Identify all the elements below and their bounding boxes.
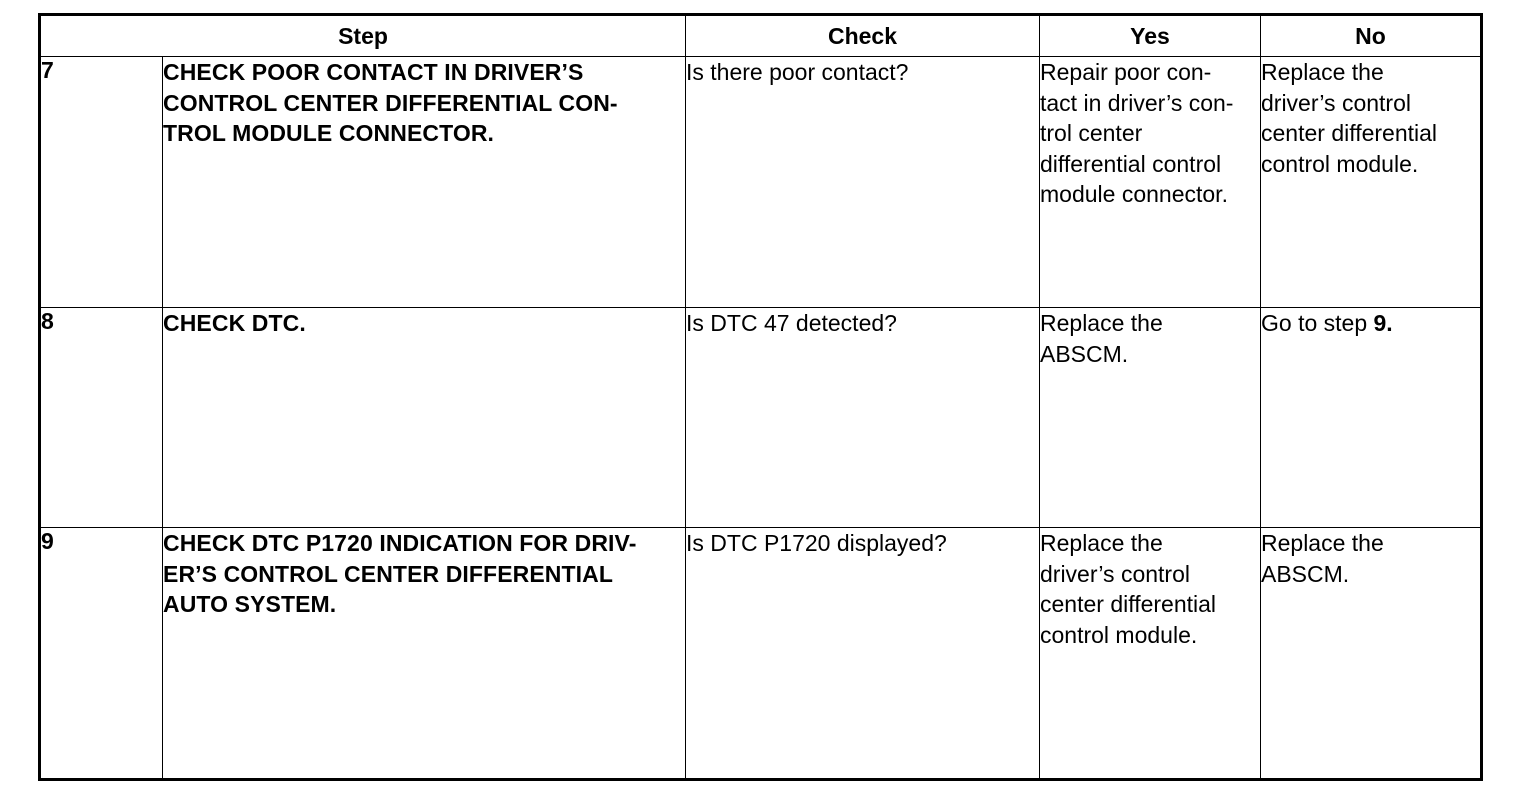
yes-cell	[1040, 57, 1261, 308]
step-reference: 9.	[1373, 310, 1393, 336]
desc-line: ER’S CONTROL CENTER DIFFERENTIAL	[163, 560, 614, 587]
table-row	[40, 528, 1482, 780]
check-line: Is DTC P1720 displayed?	[686, 530, 947, 556]
no-line: ABSCM.	[1261, 560, 1350, 587]
check-cell	[686, 308, 1040, 528]
header-row	[40, 15, 1482, 57]
yes-line: trol center	[1040, 120, 1143, 146]
no-cell	[1261, 528, 1482, 780]
step-number: 7	[40, 57, 163, 308]
no-line: Replace the	[1261, 530, 1384, 556]
check-cell	[686, 528, 1040, 780]
step-description	[163, 308, 686, 528]
step-description	[163, 57, 686, 308]
yes-line: Replace the	[1040, 310, 1163, 336]
header-yes: Yes	[1040, 15, 1261, 57]
desc-line: CHECK DTC.	[163, 310, 306, 336]
yes-line: Replace the	[1040, 530, 1163, 556]
yes-cell	[1040, 308, 1261, 528]
yes-line: tact in driver’s con-	[1040, 89, 1234, 116]
no-line: driver’s control	[1261, 89, 1411, 116]
step-number: 9	[40, 528, 163, 780]
yes-line: driver’s control	[1040, 560, 1190, 587]
yes-line: Repair poor con-	[1040, 59, 1212, 85]
go-to-step-text: Go to step	[1261, 310, 1374, 336]
desc-line: CONTROL CENTER DIFFERENTIAL CON-	[163, 89, 618, 116]
desc-line: TROL MODULE CONNECTOR.	[163, 120, 495, 146]
header-step: Step	[40, 15, 686, 57]
yes-cell	[1040, 528, 1261, 780]
no-line: Replace the	[1261, 59, 1384, 85]
desc-line: AUTO SYSTEM.	[163, 591, 337, 617]
no-line: control module.	[1261, 150, 1419, 177]
check-cell	[686, 57, 1040, 308]
desc-line: CHECK DTC P1720 INDICATION FOR DRIV-	[163, 530, 637, 556]
yes-line: center differential	[1040, 591, 1217, 617]
header-check: Check	[686, 15, 1040, 57]
step-number: 8	[40, 308, 163, 528]
table-row	[40, 57, 1482, 308]
yes-line: module connector.	[1040, 181, 1228, 207]
no-cell	[1261, 57, 1482, 308]
desc-line: CHECK POOR CONTACT IN DRIVER’S	[163, 59, 584, 85]
check-line: Is there poor contact?	[686, 59, 909, 85]
header-no: No	[1261, 15, 1482, 57]
diagnostic-table	[38, 13, 1483, 781]
yes-line: differential control	[1040, 150, 1222, 177]
table-row	[40, 308, 1482, 528]
yes-line: ABSCM.	[1040, 340, 1129, 367]
no-cell	[1261, 308, 1482, 528]
step-description	[163, 528, 686, 780]
check-line: Is DTC 47 detected?	[686, 310, 897, 336]
no-line: center differential	[1261, 120, 1438, 146]
yes-line: control module.	[1040, 621, 1198, 648]
no-line	[1261, 308, 1480, 339]
